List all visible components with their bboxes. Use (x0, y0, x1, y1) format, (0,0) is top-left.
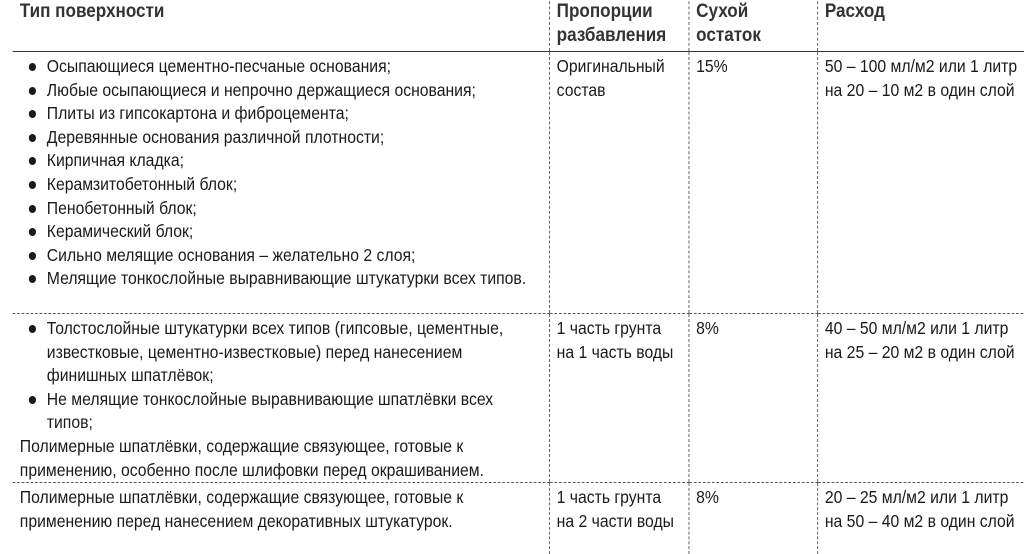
consumption-cell: 40 – 50 мл/м2 или 1 литр на 25 – 20 м2 в один слой (817, 314, 1024, 483)
dry-residue-cell: 8% (689, 483, 818, 554)
table-row (13, 314, 1024, 483)
surface-note: Полимерные шпатлёвки, содержащие связующее, готовые к применению перед нанесением декоративных штукатурок. (20, 486, 542, 533)
list-item: Кирпичная кладка; (20, 149, 542, 173)
surface-list (20, 317, 542, 435)
list-item: Толстослойные штукатурки всех типов (гипсовые, цементные, известковые, цементно-известковые) перед нанесением финишных шпатлёвок; (20, 317, 542, 388)
list-item: Пенобетонный блок; (20, 197, 542, 221)
proportions-cell: Оригинальный состав (549, 52, 689, 314)
list-item: Плиты из гипсокартона и фиброцемента; (20, 102, 542, 126)
consumption-cell: 50 – 100 мл/м2 или 1 литр на 20 – 10 м2 в один слой (817, 52, 1024, 314)
list-item: Керамический блок; (20, 220, 542, 244)
surface-note: Полимерные шпатлёвки, содержащие связующее, готовые к применению, особенно после шлифовки перед окрашиванием. (20, 435, 542, 482)
list-item: Не мелящие тонкослойные выравнивающие шпатлёвки всех типов; (20, 388, 542, 435)
header-dry-residue: Сухой остаток (689, 0, 818, 52)
table-row (13, 483, 1024, 554)
list-item: Деревянные основания различной плотности; (20, 126, 542, 150)
dry-residue-cell: 15% (689, 52, 818, 314)
header-dilution-proportions: Пропорции разбавления (549, 0, 689, 52)
header-consumption: Расход (817, 0, 1024, 52)
dry-residue-cell: 8% (689, 314, 818, 483)
surface-list (20, 55, 542, 291)
header-row (13, 0, 1024, 52)
list-item: Сильно мелящие основания – желательно 2 слоя; (20, 244, 542, 268)
table-header (13, 0, 1024, 52)
list-item: Керамзитобетонный блок; (20, 173, 542, 197)
list-item: Мелящие тонкослойные выравнивающие штукатурки всех типов. (20, 267, 542, 291)
surface-cell (13, 483, 549, 554)
list-item: Осыпающиеся цементно-песчаные основания; (20, 55, 542, 79)
proportions-cell: 1 часть грунта на 1 часть воды (549, 314, 689, 483)
surface-cell (13, 314, 549, 483)
table-body (13, 52, 1024, 554)
consumption-cell: 20 – 25 мл/м2 или 1 литр на 50 – 40 м2 в один слой (817, 483, 1024, 554)
header-surface-type: Тип поверхности (13, 0, 549, 52)
surface-cell (13, 52, 549, 314)
table-row (13, 52, 1024, 314)
proportions-cell: 1 часть грунта на 2 части воды (549, 483, 689, 554)
primer-usage-table (13, 0, 1024, 554)
list-item: Любые осыпающиеся и непрочно держащиеся основания; (20, 79, 542, 103)
